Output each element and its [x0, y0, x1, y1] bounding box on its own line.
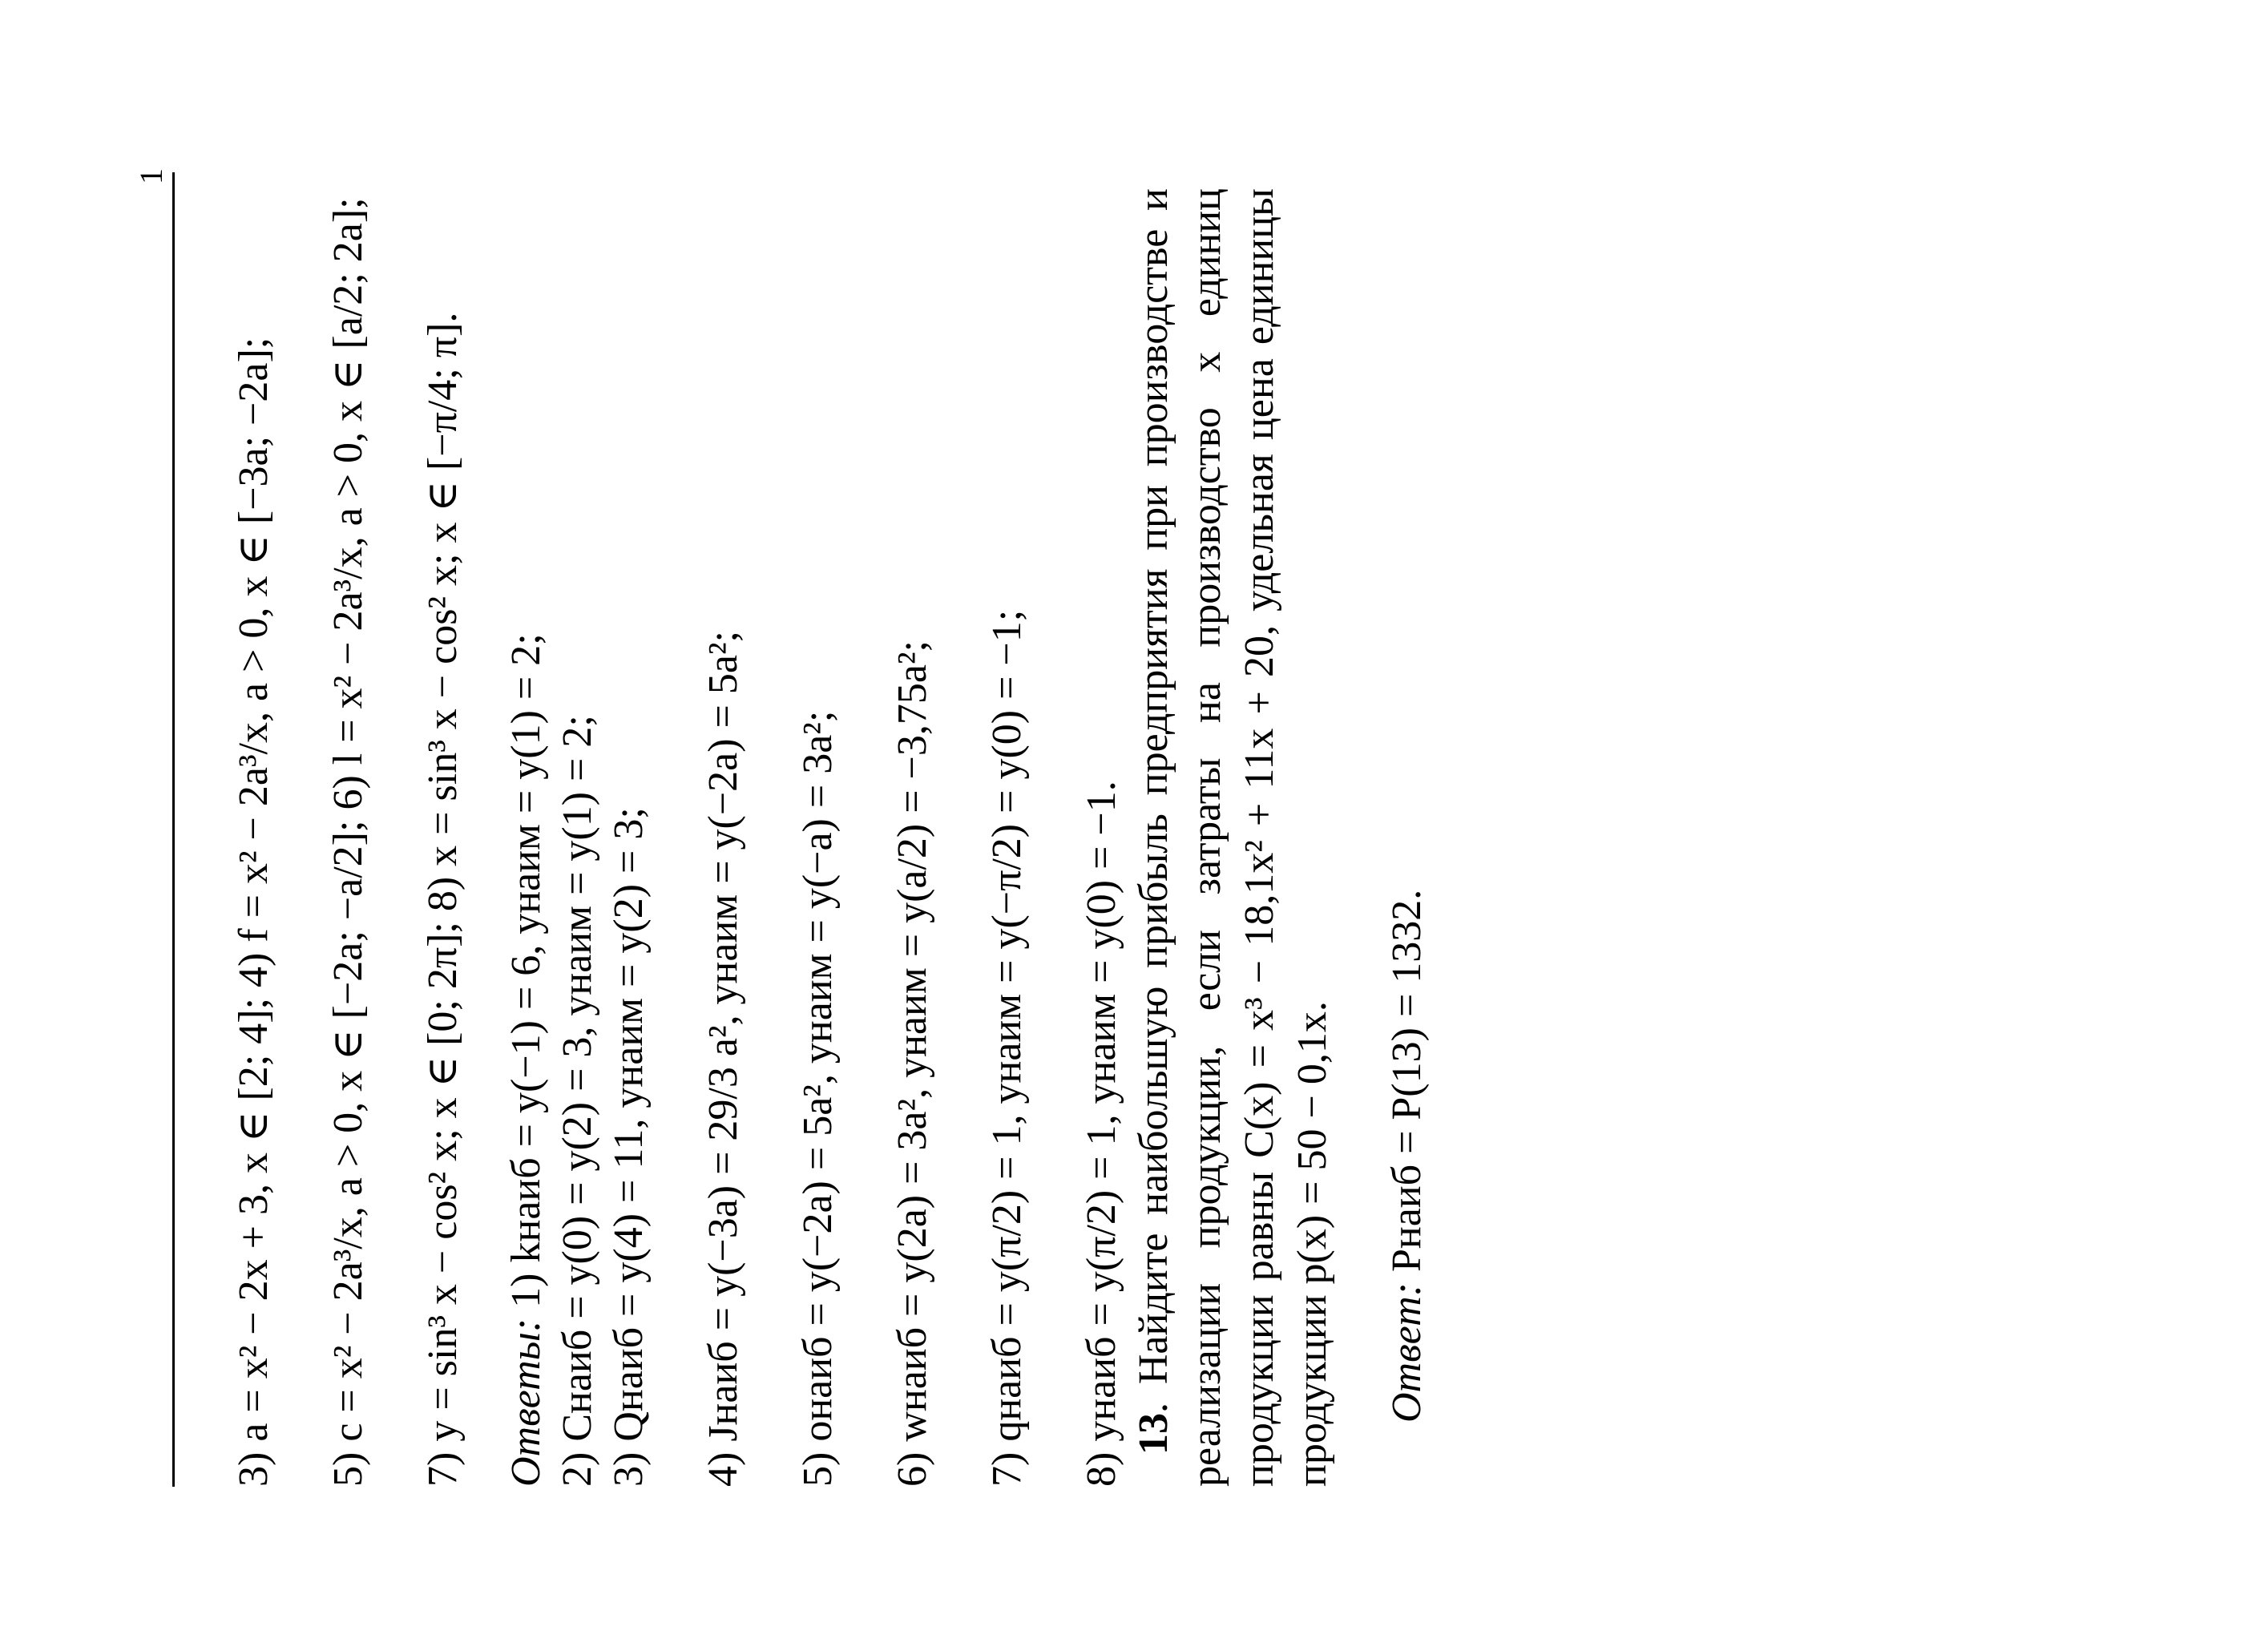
answer-label: Ответ: [1384, 1282, 1430, 1423]
top-rule [172, 172, 175, 1487]
answer-item: 4) Jнаиб = y(−3a) = 29/3 a², yнаим = y(−2a) = 5a²; [700, 630, 746, 1487]
rotated-content [133, 168, 1455, 1487]
problem-answer [1381, 188, 1434, 1487]
answer-value: Pнаиб = P(13) = 1332. [1384, 889, 1430, 1283]
page-number: 1 [133, 168, 169, 184]
answer-item: 8) yнаиб = y(π/2) = 1, yнаим = y(0) = −1. [1079, 781, 1124, 1487]
answers-heading: Ответы: [503, 1318, 549, 1487]
answer-item: 3) Qнаиб = y(4) = 11, yнаим = y(2) = 3; [606, 807, 652, 1487]
exercise-line-3-4: 3) a = x² − 2x + 3, x ∈ [2; 4]; 4) f = x² − 2a³/x, a > 0, x ∈ [−3a; −2a]; [231, 337, 276, 1487]
answer-item: 1) kнаиб = y(−1) = 6, yнаим = y(1) = 2; [503, 633, 549, 1308]
answers-line-1 [501, 188, 552, 1487]
exercise-line-5-6: 5) c = x² − 2a³/x, a > 0, x ∈ [−2a; −a/2]; 6) l = x² − 2a³/x, a > 0, x ∈ [a/2; 2a]; [325, 197, 371, 1487]
answer-item: 5) oнаиб = y(−2a) = 5a², yнаим = y(−a) = 3a²; [795, 710, 841, 1487]
answer-item: 7) qнаиб = y(π/2) = 1, yнаим = y(−π/2) = y(0) = −1; [984, 609, 1030, 1487]
problem-13 [1128, 188, 1339, 1487]
exercise-line-7-8: 7) y = sin³ x − cos² x; x ∈ [0; 2π]; 8) x = sin³ x − cos² x; x ∈ [−π/4; π]. [420, 312, 466, 1487]
problem-text: . Найдите наибольшую прибыль предприятия при производстве и реализации продукции, если затраты на производство x единиц продукции равны C(x) = x³ − 18,1x² + 11x + 20, удельная цена единицы продукции p(x) = 50 − 0,1x. [1131, 188, 1335, 1487]
answer-item: 2) Cнаиб = y(0) = y(2) = 3, yнаим = y(1) = 2; [555, 715, 600, 1487]
answer-item: 6) wнаиб = y(2a) = 3a², yнаим = y(a/2) = −3,75a²; [890, 640, 935, 1487]
problem-number: 13 [1131, 1413, 1176, 1455]
page-content [228, 188, 1475, 1487]
